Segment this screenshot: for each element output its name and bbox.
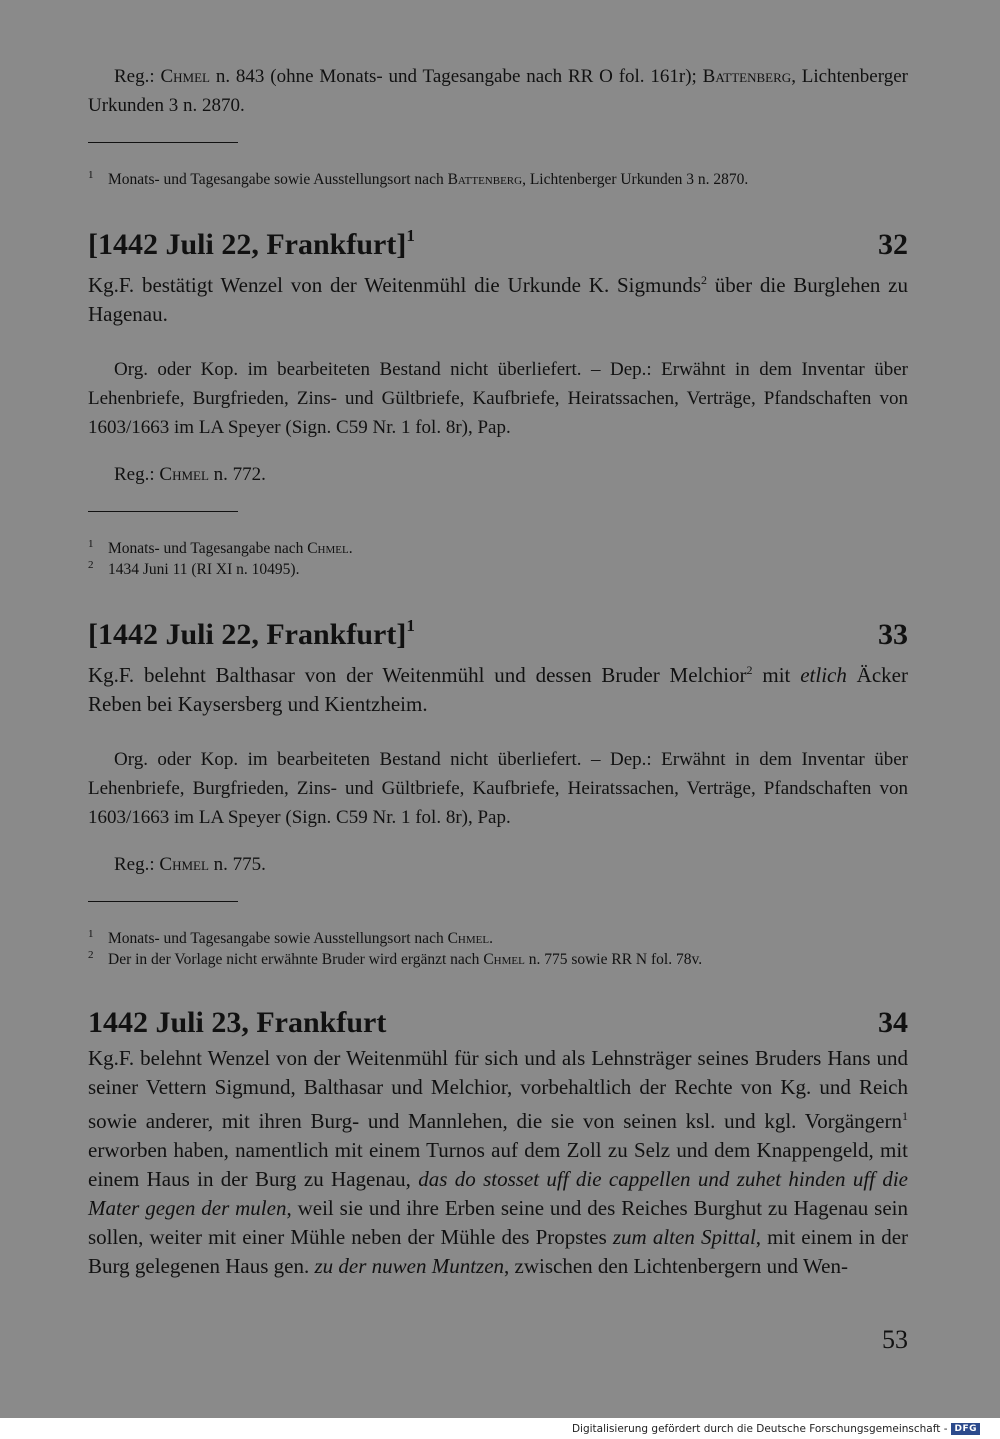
footnote-rule (88, 142, 238, 143)
footnote-rule (88, 511, 238, 512)
entry-33-heading: [1442 Juli 22, Frankfurt]$^1$ 33 (88, 616, 908, 651)
document-page (88, 62, 908, 1281)
footnote-rule (88, 901, 238, 902)
funding-footer (0, 1418, 1000, 1439)
reg-line-top: Reg.: Chmel n. 843 (ohne Monats- und Tagesangabe nach RR O fol. 161r); Battenberg, Lichtenberger Urkunden 3 n. 2870. (88, 66, 908, 116)
footer-text: Digitalisierung gefördert durch die Deutsche Forschungsgemeinschaft - (571, 1422, 948, 1435)
entry-32-footnote-2: 2 1434 Juni 11 (RI XI n. 10495). (88, 559, 300, 578)
entry-32-regest: Kg.F. bestätigt Wenzel von der Weitenmühl die Urkunde K. Sigmunds$^2$ über die Burglehen zu Hagenau. (88, 273, 908, 326)
entry-33-regest: Kg.F. belehnt Balthasar von der Weitenmühl und dessen Bruder Melchior$^2$ mit etlich Äcker Reben bei Kaysersberg und Kientzheim. (88, 663, 908, 716)
entry-34-number: 34 (878, 1006, 908, 1039)
page-number: 53 (882, 1325, 908, 1354)
entry-33-source: Org. oder Kop. im bearbeiteten Bestand nicht überliefert. – Dep.: Erwähnt in dem Inventar über Lehenbriefe, Burgfrieden, Zins- und Gültbriefe, Kaufbriefe, Heiratssachen, Verträge, Pfandschaften von 1603/1663 im LA Speyer (Sign. C59 Nr. 1 fol. 8r), Pap. (88, 749, 908, 828)
entry-32-heading: [1442 Juli 22, Frankfurt]$^1$ 32 (88, 226, 908, 261)
footnote-top-1: 1 Monats- und Tagesangabe sowie Ausstellungsort nach Battenberg, Lichtenberger Urkunden 3 n. 2870. (88, 169, 749, 188)
dfg-logo: DFG (951, 1423, 980, 1435)
entry-33-footnote-1: 1 Monats- und Tagesangabe sowie Ausstellungsort nach Chmel. (88, 928, 493, 947)
entry-34-regest: Kg.F. belehnt Wenzel von der Weitenmühl für sich und als Lehnsträger seines Bruders Hans und seiner Vettern Sigmund, Balthasar und Melchior, vorbehaltlich der Rechte von Kg. und Reich sowie anderer, mit ihren Burg- und Mannlehen, die sie von seinen ksl. und kgl. Vorgängern$^1$ erworben haben, namentlich mit einem Turnos auf dem Zoll zu Selz und dem Knappengeld, mit einem Haus in der Burg zu Hagenau, das do stosset uff die cappellen und zuhet hinden uff die Mater gegen der mulen, weil sie und ihre Erben seine und des Reiches Burghut zu Hagenau sein sollen, weiter mit einer Mühle neben der Mühle des Propstes zum alten Spittal, mit einem in der Burg gelegenen Haus gen. zu der nuwen Muntzen, zwischen den Lichtenbergern und Wen- (88, 1046, 909, 1278)
entry-33-title: [1442 Juli 22, Frankfurt] (88, 618, 407, 651)
entry-32-title: [1442 Juli 22, Frankfurt] (88, 228, 407, 261)
entry-32-number: 32 (878, 228, 908, 261)
entry-32-source: Org. oder Kop. im bearbeiteten Bestand nicht überliefert. – Dep.: Erwähnt in dem Inventar über Lehenbriefe, Burgfrieden, Zins- und Gültbriefe, Kaufbriefe, Heiratssachen, Verträge, Pfandschaften von 1603/1663 im LA Speyer (Sign. C59 Nr. 1 fol. 8r), Pap. (88, 359, 908, 438)
entry-32-reg: Reg.: Chmel n. 772. (114, 464, 266, 485)
entry-32-footnote-1: 1 Monats- und Tagesangabe nach Chmel. (88, 538, 353, 557)
entry-33-number: 33 (878, 618, 908, 651)
entry-33-footnote-2: 2 Der in der Vorlage nicht erwähnte Bruder wird ergänzt nach Chmel n. 775 sowie RR N fol. 78v. (88, 949, 703, 968)
entry-34-heading (88, 1006, 908, 1040)
entry-33-reg: Reg.: Chmel n. 775. (114, 854, 266, 875)
entry-34-title: 1442 Juli 23, Frankfurt (88, 1006, 387, 1039)
